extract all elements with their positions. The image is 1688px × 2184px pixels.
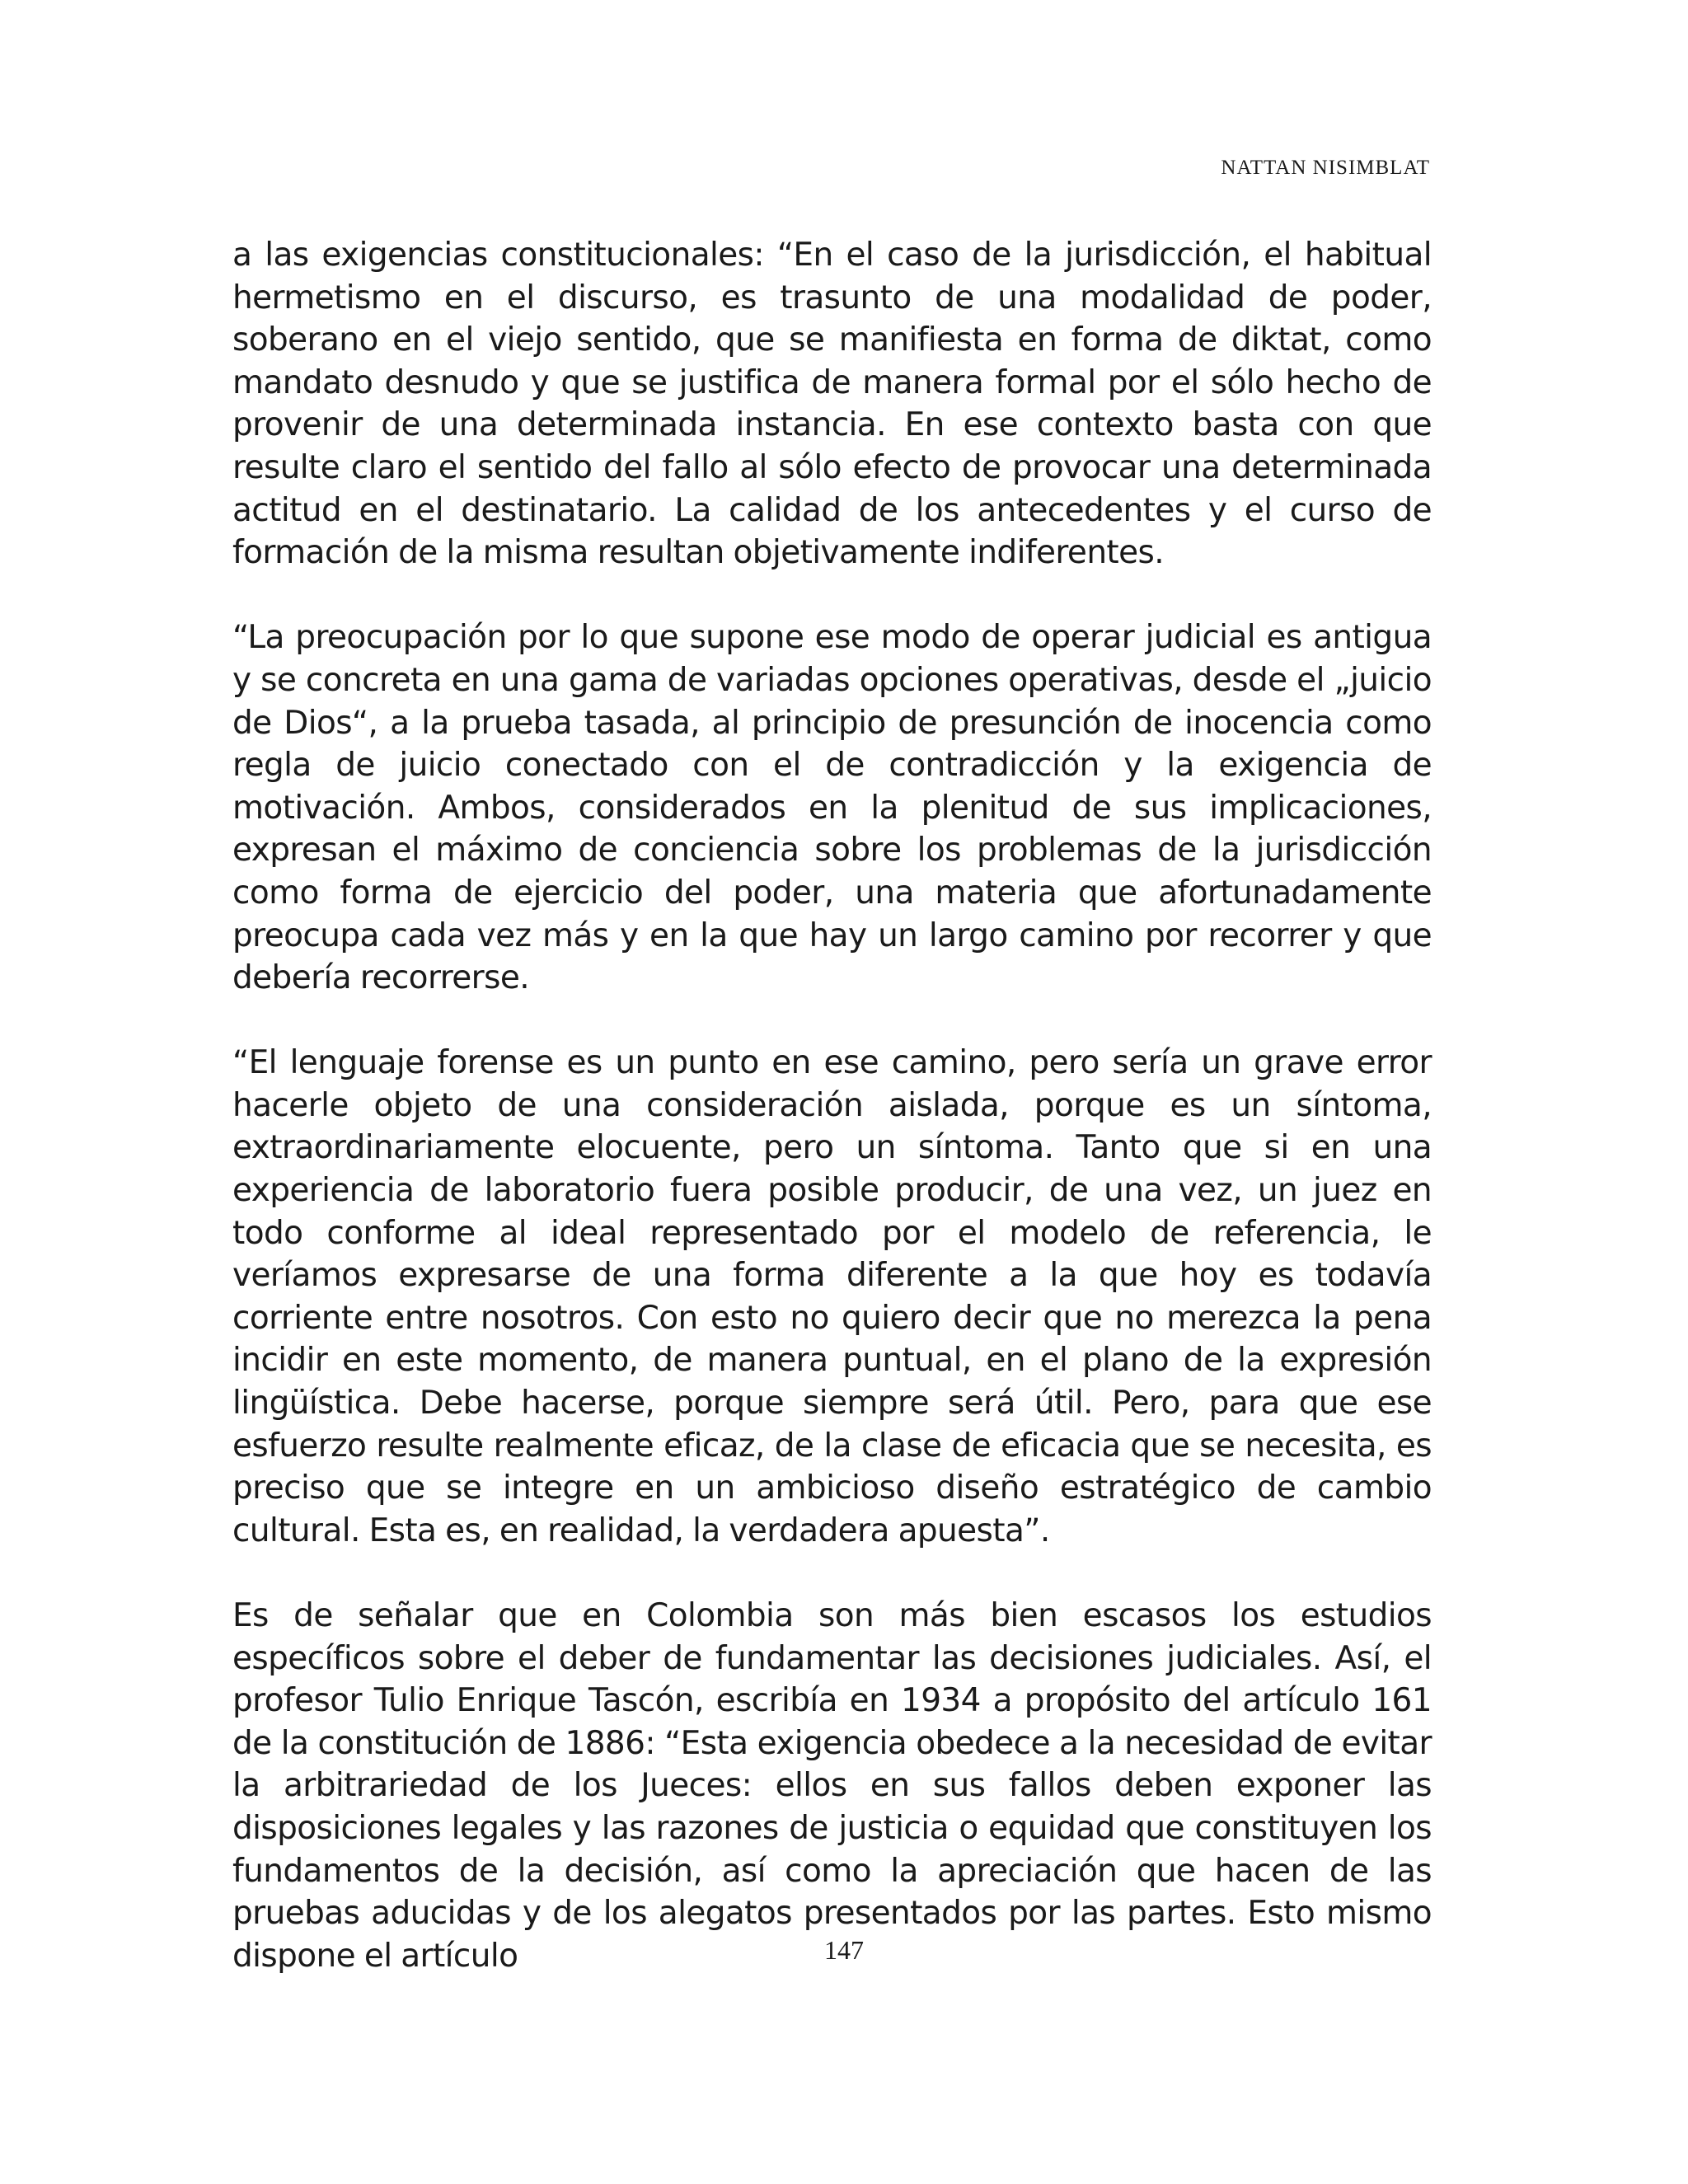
page-number: 147 (824, 1935, 864, 1965)
running-header: NATTAN NISIMBLAT (1221, 157, 1430, 179)
paragraph-4: Es de señalar que en Colombia son más bien escasos los estudios específicos sobre el deber de fundamentar las decisiones judiciales. Así, el profesor Tulio Enrique Tascón, escribía en 1934 a propósito del artículo 161 de la constitución de 1886: “Esta exigencia obedece a la necesidad de evitar la arbitrariedad de los Jueces: ellos en sus fallos deben exponer las disposiciones legales y las razones de justicia o equidad que constituyen los fundamentos de la decisión, así como la apreciación que hacen de las pruebas aducidas y de los alegatos presentados por las partes. Esto mismo dispone el artículo (232, 1597, 1432, 1975)
body-text (232, 234, 1432, 1977)
paragraph-2: “La preocupación por lo que supone ese modo de operar judicial es antigua y se concreta en una gama de variadas opciones operativas, desde el „juicio de Dios“, a la prueba tasada, al principio de presunción de inocencia como regla de juicio conectado con el de contradicción y la exigencia de motivación. Ambos, considerados en la plenitud de sus implicaciones, expresan el máximo de conciencia sobre los problemas de la jurisdicción como forma de ejercicio del poder, una materia que afortunadamente preocupa cada vez más y en la que hay un largo camino por recorrer y que debería recorrerse. (232, 619, 1432, 997)
paragraph-1: a las exigencias constitucionales: “En el caso de la jurisdicción, el habitual hermetismo en el discurso, es trasunto de una modalidad de poder, soberano en el viejo sentido, que se manifiesta en forma de diktat, como mandato desnudo y que se justifica de manera formal por el sólo hecho de provenir de una determinada instancia. En ese contexto basta con que resulte claro el sentido del fallo al sólo efecto de provocar una determinada actitud en el destinatario. La calidad de los antecedentes y el curso de formación de la misma resultan objetivamente indiferentes. (232, 237, 1432, 572)
paragraph-3: “El lenguaje forense es un punto en ese camino, pero sería un grave error hacerle objeto de una consideración aislada, porque es un síntoma, extraordinariamente elocuente, pero un síntoma. Tanto que si en una experiencia de laboratorio fuera posible producir, de una vez, un juez en todo conforme al ideal representado por el modelo de referencia, le veríamos expresarse de una forma diferente a la que hoy es todavía corriente entre nosotros. Con esto no quiero decir que no merezca la pena incidir en este momento, de manera puntual, en el plano de la expresión lingüística. Debe hacerse, porque siempre será útil. Pero, para que ese esfuerzo resulte realmente eficaz, de la clase de eficacia que se necesita, es preciso que se integre en un ambicioso diseño estratégico de cambio cultural. Esta es, en realidad, la verdadera apuesta”. (232, 1044, 1432, 1549)
